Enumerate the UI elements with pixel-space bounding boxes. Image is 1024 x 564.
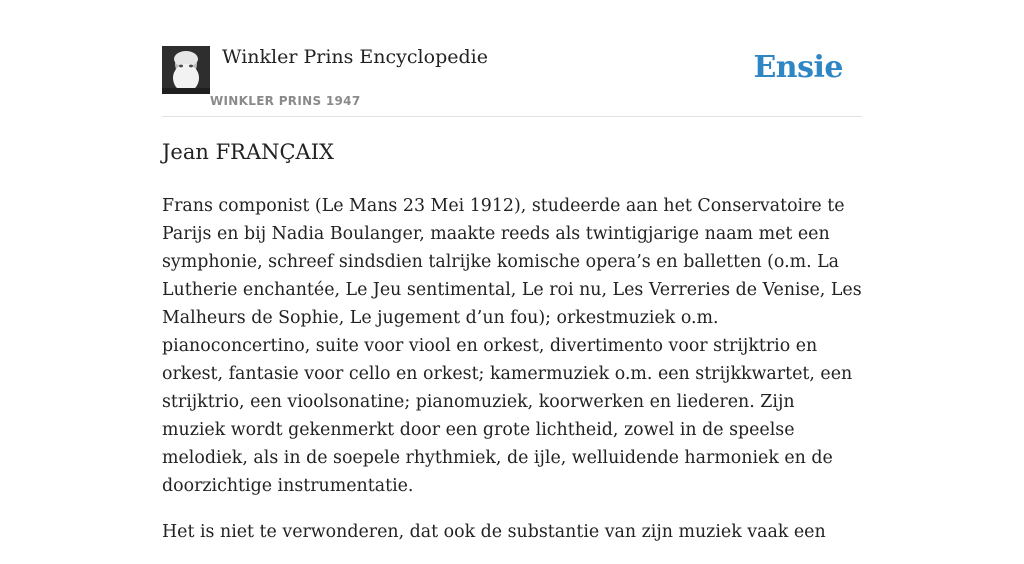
ensie-logo[interactable]: Ensie [753,50,843,85]
site-name[interactable]: Winkler Prins Encyclopedie [222,46,488,68]
article-title: Jean FRANÇAIX [162,140,334,164]
site-header [162,44,862,117]
article-paragraph: Het is niet te verwonderen, dat ook de substantie van zijn muziek vaak een [162,522,826,542]
article-body [162,192,862,564]
portrait-image [162,46,210,94]
article-paragraph: Frans componist (Le Mans 23 Mei 1912), studeerde aan het Conservatoire te Parijs en bij Nadia Boulanger, maakte reeds als twintigjarige naam met een symphonie, schreef sindsdien talrijke komische opera’s en balletten (o.m. La Lutherie enchantée, Le Jeu sentimental, Le roi nu, Les Verreries de Venise, Les Malheurs de Sophie, Le jugement d’un fou); orkestmuziek o.m. pianoconcertino, suite voor viool en orkest, divertimento voor strijktrio en orkest, fantasie voor cello en orkest; kamermuziek o.m. een strijkkwartet, een strijktrio, een vioolsonatine; pianomuziek, koorwerken en liederen. Zijn muziek wordt gekenmerkt door een grote lichtheid, zowel in de speelse melodiek, als in de soepele rhythmiek, de ijle, welluidende harmoniek en de doorzichtige instrumentatie. [162,196,862,496]
author-avatar[interactable] [162,46,210,94]
source-label[interactable]: WINKLER PRINS 1947 [210,94,361,108]
